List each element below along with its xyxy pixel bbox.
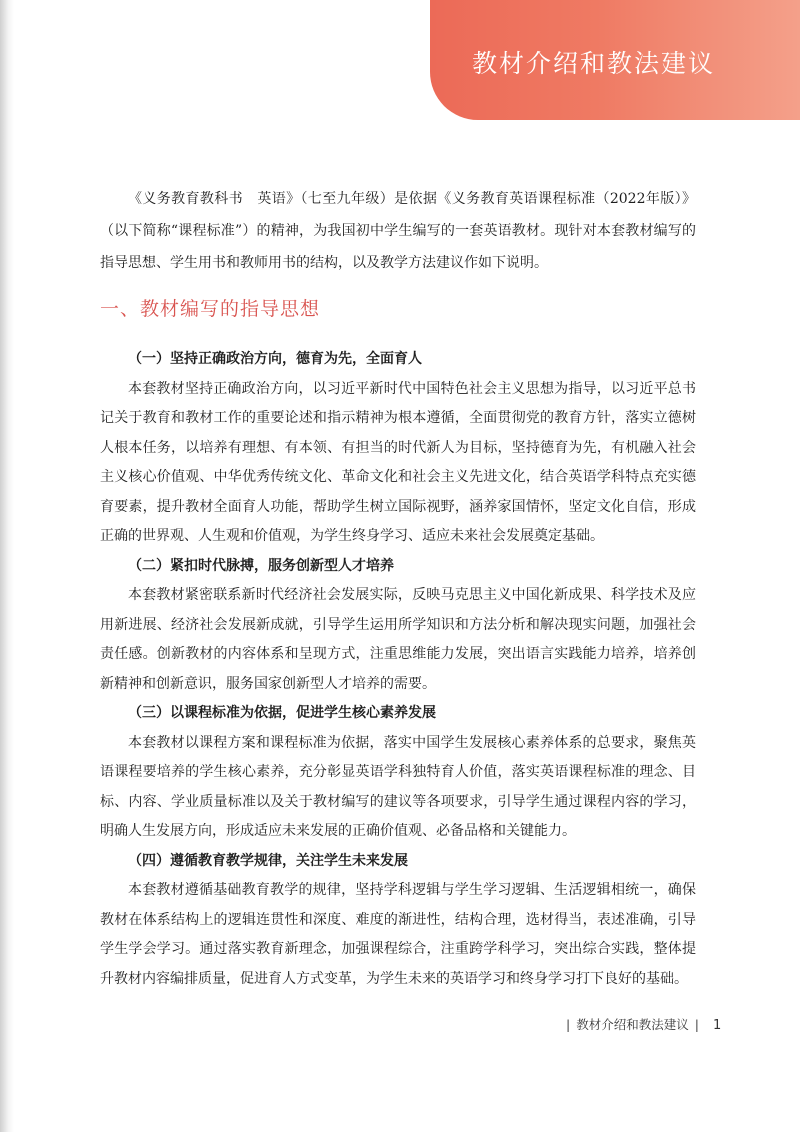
page-footer [560,1015,721,1033]
page-number: 1 [712,1018,722,1033]
subsection-2-title: （二）紧扣时代脉搏，服务创新型人才培养 [128,557,394,574]
section-body [100,345,696,994]
subsection-1-text: 本套教材坚持正确政治方向，以习近平新时代中国特色社会主义思想为指导，以习近平总书记关于教育和教材工作的重要论述和指示精神为根本遵循，全面贯彻党的教育方针，落实立德树人根本任务，以培养有理想、有本领、有担当的时代新人为目标，坚持德育为先，有机融入社会主义核心价值观、中华优秀传统文化、革命文化和社会主义先进文化，结合英语学科特点充实德育要素，提升教材全面育人功能，帮助学生树立国际视野，涵养家国情怀，坚定文化自信，形成正确的世界观、人生观和价值观，为学生终身学习、适应未来社会发展奠定基础。 [100,380,696,544]
subsection-1-title: （一）坚持正确政治方向，德育为先，全面育人 [128,351,422,367]
subsection-4-title: （四）遵循教育教学规律，关注学生未来发展 [128,852,408,869]
page-gutter-shadow [0,0,14,1132]
subsection-4-text: 本套教材遵循基础教育教学的规律，坚持学科逻辑与学生学习逻辑、生活逻辑相统一，确保教材在体系结构上的逻辑连贯性和深度、难度的渐进性，结构合理，选材得当，表述准确，引导学生学会学习。通过落实教育新理念，加强课程综合，注重跨学科学习，突出综合实践，整体提升教材内容编排质量，促进育人方式变革，为学生未来的英语学习和终身学习打下良好的基础。 [100,882,696,987]
footer-running-title: 教材介绍和教法建议 [576,1017,689,1032]
chapter-title: 教材介绍和教法建议 [472,49,716,78]
subsection-3-title: （三）以课程标准为依据，促进学生核心素养发展 [128,705,436,721]
subsection-3-text: 本套教材以课程方案和课程标准为依据，落实中国学生发展核心素养体系的总要求，聚焦英语课程要培养的学生核心素养，充分彰显英语学科独特育人价值，落实英语课程标准的理念、目标、内容、学业质量标准以及关于教材编写的建议等各项要求，引导学生通过课程内容的学习，明确人生发展方向，形成适应未来发展的正确价值观、必备品格和关键能力。 [100,734,696,839]
subsection-2-text: 本套教材紧密联系新时代经济社会发展实际，反映马克思主义中国化新成果、科学技术及应用新进展、经济社会发展新成就，引导学生运用所学知识和方法分析和解决现实问题，加强社会责任感。创新教材的内容体系和呈现方式，注重思维能力发展，突出语言实践能力培养，培养创新精神和创新意识，服务国家创新型人才培养的需要。 [100,587,696,692]
section-heading: 一、教材编写的指导思想 [100,298,321,320]
intro-paragraph: 《义务教育教科书 英语》（七至九年级）是依据《义务教育英语课程标准（2022年版）》（以下简称“课程标准”）的精神，为我国初中学生编写的一套英语教材。现针对本套教材编写的指导思想、学生用书和教师用书的结构，以及教学方法建议作如下说明。 [100,191,696,271]
footer-divider-left: | [566,1017,571,1032]
footer-divider-right: | [694,1017,699,1032]
